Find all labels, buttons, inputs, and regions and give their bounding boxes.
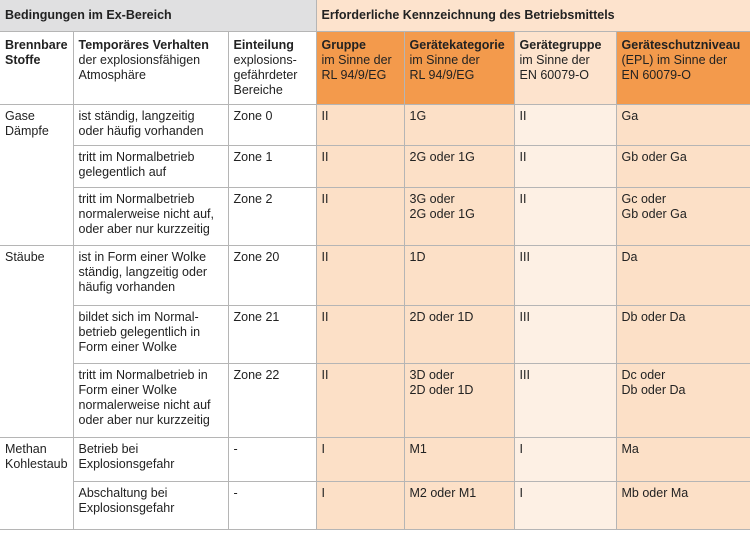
cell-kategorie: 1G xyxy=(404,104,514,145)
table-row xyxy=(0,305,750,363)
cell-epl: Db oder Da xyxy=(616,305,750,363)
col-title: Einteilung xyxy=(233,37,294,52)
col-header-verhalten xyxy=(73,31,228,104)
group-methan-kohlestaub: Methan Kohlestaub xyxy=(0,437,73,529)
cell-zone: - xyxy=(228,481,316,529)
table-row xyxy=(0,363,750,437)
cell-zone: - xyxy=(228,437,316,481)
table-row xyxy=(0,245,750,305)
column-header-row xyxy=(0,31,750,104)
cell-kategorie: M1 xyxy=(404,437,514,481)
cell-verhalten: tritt im Normalbetrieb in Form einer Wolke normalerweise nicht auf oder aber nur kurzzeitig xyxy=(73,363,228,437)
cell-zone: Zone 2 xyxy=(228,187,316,245)
group-gase-daempfe: Gase Dämpfe xyxy=(0,104,73,245)
table-row xyxy=(0,481,750,529)
cell-zone: Zone 20 xyxy=(228,245,316,305)
cell-geraetegruppe: III xyxy=(514,245,616,305)
cell-kategorie: 3D oder 2D oder 1D xyxy=(404,363,514,437)
cell-geraetegruppe: III xyxy=(514,305,616,363)
cell-verhalten: tritt im Normalbetrieb gelegentlich auf xyxy=(73,145,228,187)
table-row xyxy=(0,104,750,145)
cell-geraetegruppe: II xyxy=(514,187,616,245)
cell-kategorie: 3G oder 2G oder 1G xyxy=(404,187,514,245)
cell-verhalten: bildet sich im Normal- betrieb gelegentlich in Form einer Wolke xyxy=(73,305,228,363)
cell-gruppe: I xyxy=(316,481,404,529)
cell-geraetegruppe: III xyxy=(514,363,616,437)
table-row xyxy=(0,437,750,481)
cell-kategorie: M2 oder M1 xyxy=(404,481,514,529)
cell-kategorie: 1D xyxy=(404,245,514,305)
group-staeube: Stäube xyxy=(0,245,73,437)
cell-gruppe: II xyxy=(316,305,404,363)
cell-epl: Gb oder Ga xyxy=(616,145,750,187)
cell-epl: Ga xyxy=(616,104,750,145)
cell-kategorie: 2D oder 1D xyxy=(404,305,514,363)
col-title: Gerätegruppe xyxy=(519,37,602,52)
cell-geraetegruppe: I xyxy=(514,437,616,481)
col-title: Gruppe xyxy=(321,37,366,52)
cell-geraetegruppe: I xyxy=(514,481,616,529)
col-subtitle: (EPL) im Sinne der EN 60079-O xyxy=(621,52,728,82)
section-header-conditions: Bedingungen im Ex-Bereich xyxy=(0,0,316,31)
cell-epl: Gc oder Gb oder Ga xyxy=(616,187,750,245)
table-row xyxy=(0,145,750,187)
cell-verhalten: ist in Form einer Wolke ständig, langzeitig oder häufig vorhanden xyxy=(73,245,228,305)
cell-epl: Dc oder Db oder Da xyxy=(616,363,750,437)
cell-gruppe: II xyxy=(316,245,404,305)
cell-gruppe: I xyxy=(316,437,404,481)
cell-epl: Da xyxy=(616,245,750,305)
table-row xyxy=(0,187,750,245)
col-subtitle: im Sinne der RL 94/9/EG xyxy=(321,52,392,82)
cell-zone: Zone 1 xyxy=(228,145,316,187)
cell-verhalten: tritt im Normalbetrieb normalerweise nicht auf, oder aber nur kurzzeitig xyxy=(73,187,228,245)
col-subtitle: der explosionsfähigen Atmosphäre xyxy=(78,52,201,82)
col-header-einteilung xyxy=(228,31,316,104)
cell-verhalten: Abschaltung bei Explosionsgefahr xyxy=(73,481,228,529)
col-header-geraetegruppe xyxy=(514,31,616,104)
cell-geraetegruppe: II xyxy=(514,104,616,145)
section-header-marking: Erforderliche Kennzeichnung des Betriebsmittels xyxy=(316,0,750,31)
col-subtitle: explosions- gefährdeter Bereiche xyxy=(233,52,298,97)
cell-zone: Zone 22 xyxy=(228,363,316,437)
cell-gruppe: II xyxy=(316,104,404,145)
col-title: Temporäres Verhalten xyxy=(78,37,209,52)
col-title: Gerätekategorie xyxy=(409,37,505,52)
col-header-epl xyxy=(616,31,750,104)
cell-verhalten: Betrieb bei Explosionsgefahr xyxy=(73,437,228,481)
cell-geraetegruppe: II xyxy=(514,145,616,187)
col-header-geraetekategorie xyxy=(404,31,514,104)
col-subtitle: im Sinne der EN 60079-O xyxy=(519,52,590,82)
cell-verhalten: ist ständig, langzeitig oder häufig vorhanden xyxy=(73,104,228,145)
cell-kategorie: 2G oder 1G xyxy=(404,145,514,187)
cell-epl: Ma xyxy=(616,437,750,481)
col-header-gruppe xyxy=(316,31,404,104)
cell-zone: Zone 21 xyxy=(228,305,316,363)
cell-zone: Zone 0 xyxy=(228,104,316,145)
col-header-brennbare-stoffe xyxy=(0,31,73,104)
cell-epl: Mb oder Ma xyxy=(616,481,750,529)
cell-gruppe: II xyxy=(316,145,404,187)
cell-gruppe: II xyxy=(316,363,404,437)
cell-gruppe: II xyxy=(316,187,404,245)
col-subtitle: im Sinne der RL 94/9/EG xyxy=(409,52,480,82)
col-title: Brennbare Stoffe xyxy=(5,37,68,67)
section-header-row xyxy=(0,0,750,31)
col-title: Geräteschutzniveau xyxy=(621,37,741,52)
